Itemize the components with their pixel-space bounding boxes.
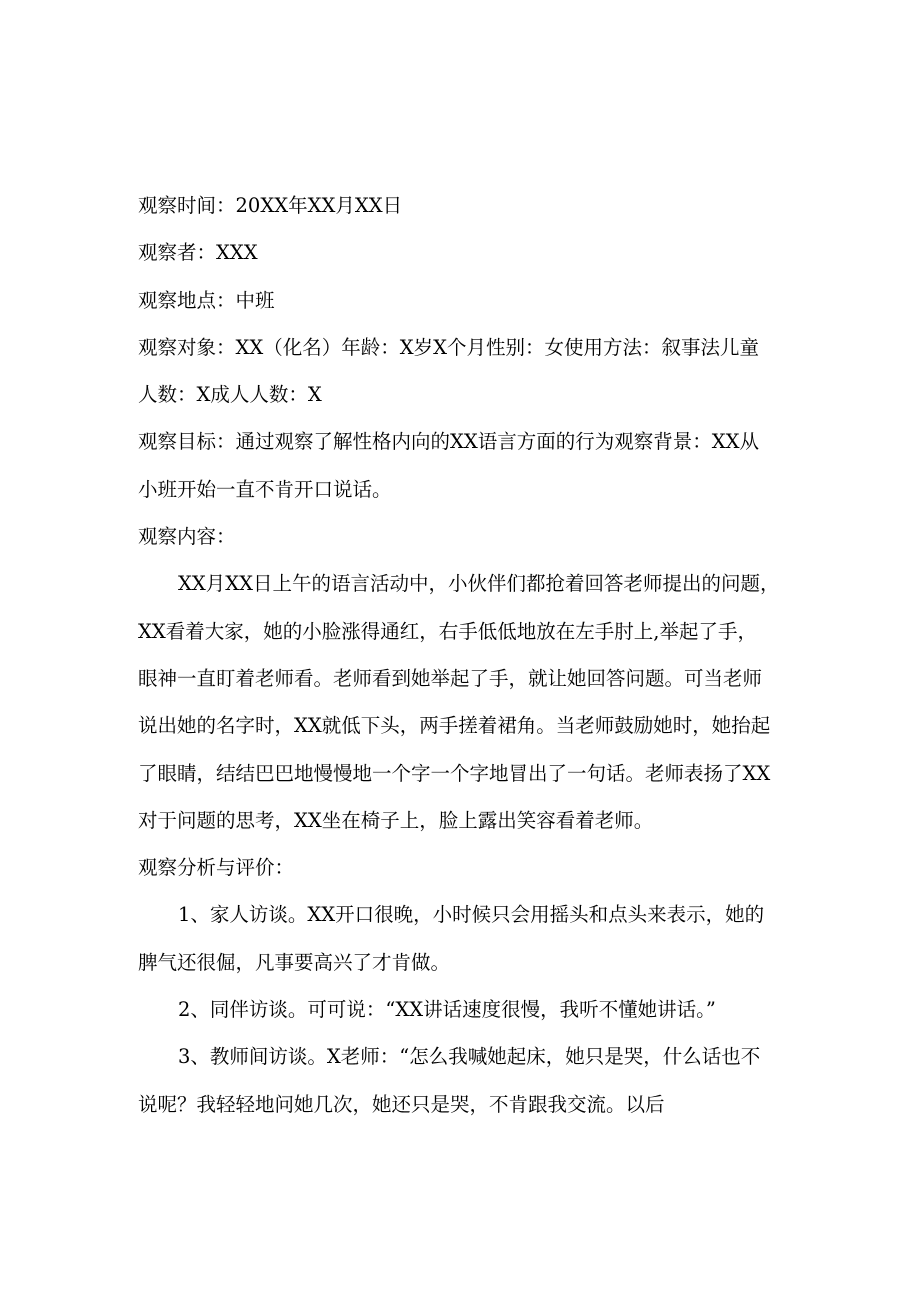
observation-goal-cont: 小班开始一直不肯开口说话。 bbox=[138, 477, 392, 501]
observation-subject-cont: 人数：X成人人数：X bbox=[138, 383, 322, 407]
content-paragraph-line: 眼神一直盯着老师看。老师看到她举起了手，就让她回答问题。可当老师 bbox=[138, 666, 763, 690]
observation-time: 观察时间：20XX年XX月XX日 bbox=[138, 194, 403, 217]
observation-location: 观察地点：中班 bbox=[138, 288, 275, 312]
analysis-item-1-cont: 脾气还很倔，凡事要高兴了才肯做。 bbox=[138, 950, 451, 974]
observation-subject: 观察对象：XX（化名）年龄：X岁X个月性别：女使用方法：叙事法儿童 bbox=[138, 335, 760, 359]
observation-content-heading: 观察内容： bbox=[138, 525, 236, 549]
content-paragraph-line: 说出她的名字时，XX就低下头，两手搓着裙角。当老师鼓励她时，她抬起 bbox=[138, 714, 771, 738]
content-paragraph-line: XX看着大家，她的小脸涨得通红，右手低低地放在左手肘上,举起了手， bbox=[138, 619, 757, 643]
analysis-item-3-cont: 说呢？我轻轻地问她几次，她还只是哭，不肯跟我交流。以后 bbox=[138, 1092, 665, 1116]
content-paragraph-line: 了眼睛，结结巴巴地慢慢地一个字一个字地冒出了一句话。老师表扬了XX bbox=[138, 761, 771, 785]
observation-goal: 观察目标：通过观察了解性格内向的XX语言方面的行为观察背景：XX从 bbox=[138, 430, 760, 454]
content-paragraph-line: XX月XX日上午的语言活动中，小伙伴们都抢着回答老师提出的问题， bbox=[178, 572, 780, 596]
document-body bbox=[138, 186, 798, 1132]
content-paragraph-line: 对于问题的思考，XX坐在椅子上，脸上露出笑容看着老师。 bbox=[138, 808, 654, 832]
analysis-item-1: 1、家人访谈。XX开口很晚，小时候只会用摇头和点头来表示，她的 bbox=[178, 903, 765, 927]
observer: 观察者：XXX bbox=[138, 241, 258, 265]
analysis-item-3: 3、教师间访谈。X老师：“怎么我喊她起床，她只是哭，什么话也不 bbox=[178, 1045, 761, 1069]
analysis-item-2: 2、同伴访谈。可可说：“XX讲话速度很慢，我听不懂她讲话。” bbox=[178, 998, 716, 1022]
analysis-heading: 观察分析与评价： bbox=[138, 856, 295, 880]
